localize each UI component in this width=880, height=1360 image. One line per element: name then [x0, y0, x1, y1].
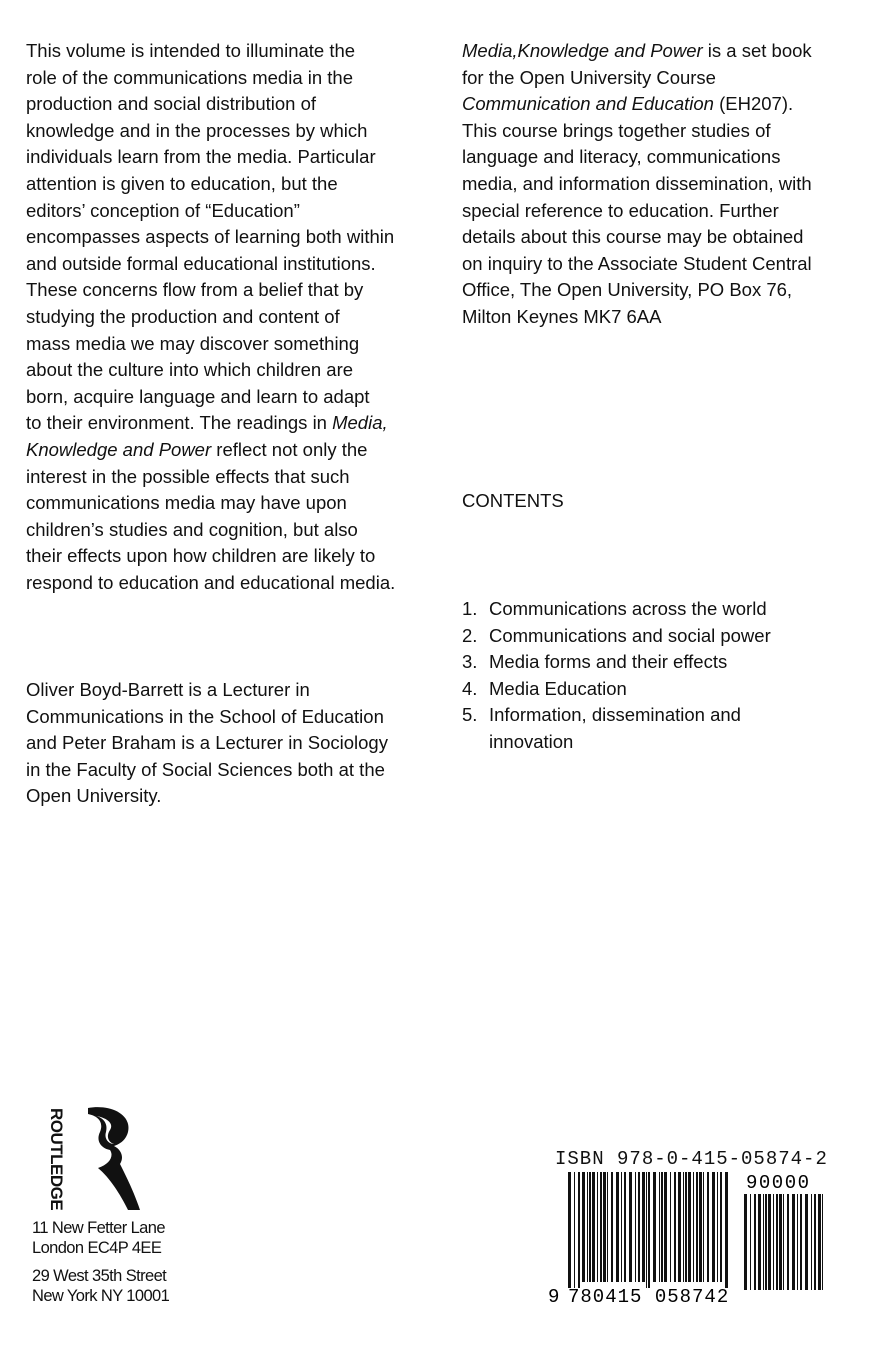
barcode-bar — [642, 1172, 645, 1282]
barcode-bar — [574, 1172, 575, 1288]
barcode-bar — [635, 1172, 636, 1282]
barcode-lead-digit: 9 — [548, 1286, 560, 1308]
contents-item-number: 5. — [462, 704, 478, 726]
routledge-wordmark: ROUTLEDGE — [47, 1108, 66, 1211]
contents-item-number: 4. — [462, 677, 478, 699]
contents-item-number: 2. — [462, 624, 478, 646]
contents-item-number: 3. — [462, 651, 478, 673]
barcode-bar — [800, 1194, 802, 1290]
barcode-bar — [678, 1172, 681, 1282]
barcode-bar — [792, 1194, 795, 1290]
contents-item-title: Communications and social power — [489, 624, 771, 646]
course-line: language and literacy, communications — [462, 146, 781, 168]
contents-item-number: 1. — [462, 598, 478, 619]
barcode-digits: 780415 058742 — [568, 1286, 730, 1308]
profile-faces-icon — [70, 1106, 150, 1214]
barcode-bar — [589, 1172, 591, 1282]
barcode-bar — [763, 1194, 764, 1290]
description-line: role of the communications media in the — [26, 66, 354, 88]
address-us: 29 West 35th Street New York NY 10001 — [32, 1267, 170, 1305]
barcode-bar — [758, 1194, 761, 1290]
course-line: special reference to education. Further — [462, 199, 779, 221]
barcode-bar — [696, 1172, 698, 1282]
barcode-bar — [661, 1172, 663, 1282]
barcode-bar — [600, 1172, 602, 1282]
barcode-bar — [607, 1172, 608, 1282]
barcode-bar — [797, 1194, 798, 1290]
contents-list — [462, 596, 771, 756]
barcode-bar — [624, 1172, 626, 1282]
description-line: This volume is intended to illuminate the — [26, 40, 356, 61]
author-bio-line: and Peter Braham is a Lecturer in Sociology — [26, 732, 388, 754]
description-line: communications media may have upon — [26, 492, 347, 514]
barcode-bar — [674, 1172, 676, 1282]
barcode-bar — [611, 1172, 613, 1282]
contents-item — [462, 596, 771, 623]
barcode-bar — [707, 1172, 709, 1282]
course-line: details about this course may be obtained — [462, 226, 804, 248]
isbn-label: ISBN 978-0-415-05874-2 — [555, 1148, 828, 1170]
author-bio-line: Communications in the School of Education — [26, 705, 384, 727]
description-line: mass media we may discover something — [26, 332, 360, 354]
contents-item — [462, 676, 771, 703]
author-bio-line: Oliver Boyd-Barrett is a Lecturer in — [26, 679, 310, 700]
description-line: born, acquire language and learn to adapt — [26, 385, 370, 407]
barcode-bar — [818, 1194, 821, 1290]
barcode-bar — [597, 1172, 598, 1282]
description-line: individuals learn from the media. Particular — [26, 146, 376, 168]
barcode-bar — [783, 1194, 784, 1290]
course-line: Office, The Open University, PO Box 76, — [462, 279, 793, 301]
author-bio-line: Open University. — [26, 785, 162, 807]
barcode-bar — [725, 1172, 728, 1288]
description-line: interest in the possible effects that such — [26, 465, 350, 487]
description-line: and outside formal educational institutions. — [26, 252, 376, 274]
publisher-block — [32, 1106, 169, 1314]
contents-heading: CONTENTS — [462, 490, 564, 511]
description-line: about the culture into which children are — [26, 359, 354, 381]
barcode-bars-main — [568, 1172, 728, 1288]
description-line: knowledge and in the processes by which — [26, 119, 368, 141]
barcode-price-code: 90000 — [746, 1172, 811, 1194]
barcode-bar — [653, 1172, 656, 1282]
barcode-bar — [814, 1194, 816, 1290]
contents-item — [462, 649, 771, 676]
barcode-bar — [693, 1172, 694, 1282]
barcode-bar — [670, 1172, 671, 1282]
barcode-bar — [805, 1194, 808, 1290]
barcode-bar — [646, 1172, 647, 1288]
barcode-bar — [638, 1172, 640, 1282]
barcode-bar — [712, 1172, 715, 1282]
description-line: encompasses aspects of learning both within — [26, 226, 395, 248]
barcode-bar — [744, 1194, 747, 1290]
barcode-bar — [787, 1194, 789, 1290]
barcode-bar — [703, 1172, 704, 1282]
barcode-bar — [659, 1172, 660, 1282]
routledge-logo — [32, 1106, 152, 1214]
barcode-bar — [621, 1172, 622, 1282]
barcode-bar — [822, 1194, 823, 1290]
barcode-bar — [773, 1194, 774, 1290]
contents-item-title: Information, dissemination and innovation — [489, 704, 741, 752]
course-line: media, and information dissemination, with — [462, 172, 812, 194]
description-text — [26, 38, 436, 596]
barcode-bar — [685, 1172, 687, 1282]
barcode-bar — [717, 1172, 718, 1282]
barcode-bar — [616, 1172, 619, 1282]
course-line: This course brings together studies of — [462, 119, 771, 141]
barcode-bar — [688, 1172, 691, 1282]
barcode-bars-addon — [744, 1194, 823, 1290]
barcode-bar — [664, 1172, 667, 1282]
description-line: These concerns flow from a belief that by — [26, 279, 364, 301]
barcode-bar — [592, 1172, 595, 1282]
contents-item — [462, 623, 771, 650]
barcode-bar — [629, 1172, 632, 1282]
description-line: their effects upon how children are likely to — [26, 545, 376, 567]
course-info-text — [462, 38, 862, 331]
course-line: Communication and Education (EH207). — [462, 93, 794, 115]
course-line: on inquiry to the Associate Student Central — [462, 252, 812, 274]
contents-item-title: Media forms and their effects — [489, 651, 728, 673]
barcode-bar — [811, 1194, 812, 1290]
barcode-bar — [720, 1172, 722, 1282]
course-line: Media,Knowledge and Power is a set book — [462, 40, 812, 61]
barcode-bar — [648, 1172, 650, 1288]
course-line: for the Open University Course — [462, 66, 716, 88]
description-line: production and social distribution of — [26, 93, 317, 115]
description-line: to their environment. The readings in Media, — [26, 412, 388, 434]
author-bio-line: in the Faculty of Social Sciences both at the — [26, 758, 385, 780]
description-line: attention is given to education, but the — [26, 172, 338, 194]
barcode-bar — [765, 1194, 767, 1290]
barcode-bar — [768, 1194, 771, 1290]
contents-item — [462, 702, 771, 755]
address-uk: 11 New Fetter Lane London EC4P 4EE — [32, 1219, 165, 1257]
barcode-bar — [779, 1194, 782, 1290]
contents-item-title: Media Education — [489, 677, 627, 699]
barcode-bar — [750, 1194, 751, 1290]
description-line: children’s studies and cognition, but also — [26, 518, 358, 540]
description-line: editors’ conception of “Education” — [26, 199, 300, 221]
barcode-bar — [603, 1172, 606, 1282]
author-bio — [26, 677, 388, 810]
description-line: respond to education and educational media. — [26, 571, 396, 593]
description-line: studying the production and content of — [26, 305, 340, 327]
barcode-bar — [582, 1172, 585, 1282]
isbn-barcode — [548, 1172, 828, 1312]
barcode-bar — [699, 1172, 702, 1282]
barcode-bar — [587, 1172, 588, 1282]
barcode-bar — [578, 1172, 580, 1288]
course-line: Milton Keynes MK7 6AA — [462, 305, 662, 327]
description-line: Knowledge and Power reflect not only the — [26, 438, 368, 460]
barcode-bar — [683, 1172, 684, 1282]
barcode-bar — [754, 1194, 756, 1290]
barcode-bar — [568, 1172, 571, 1288]
publisher-address — [32, 1218, 169, 1306]
barcode-bar — [776, 1194, 778, 1290]
contents-item-title: Communications across the world — [489, 598, 767, 619]
